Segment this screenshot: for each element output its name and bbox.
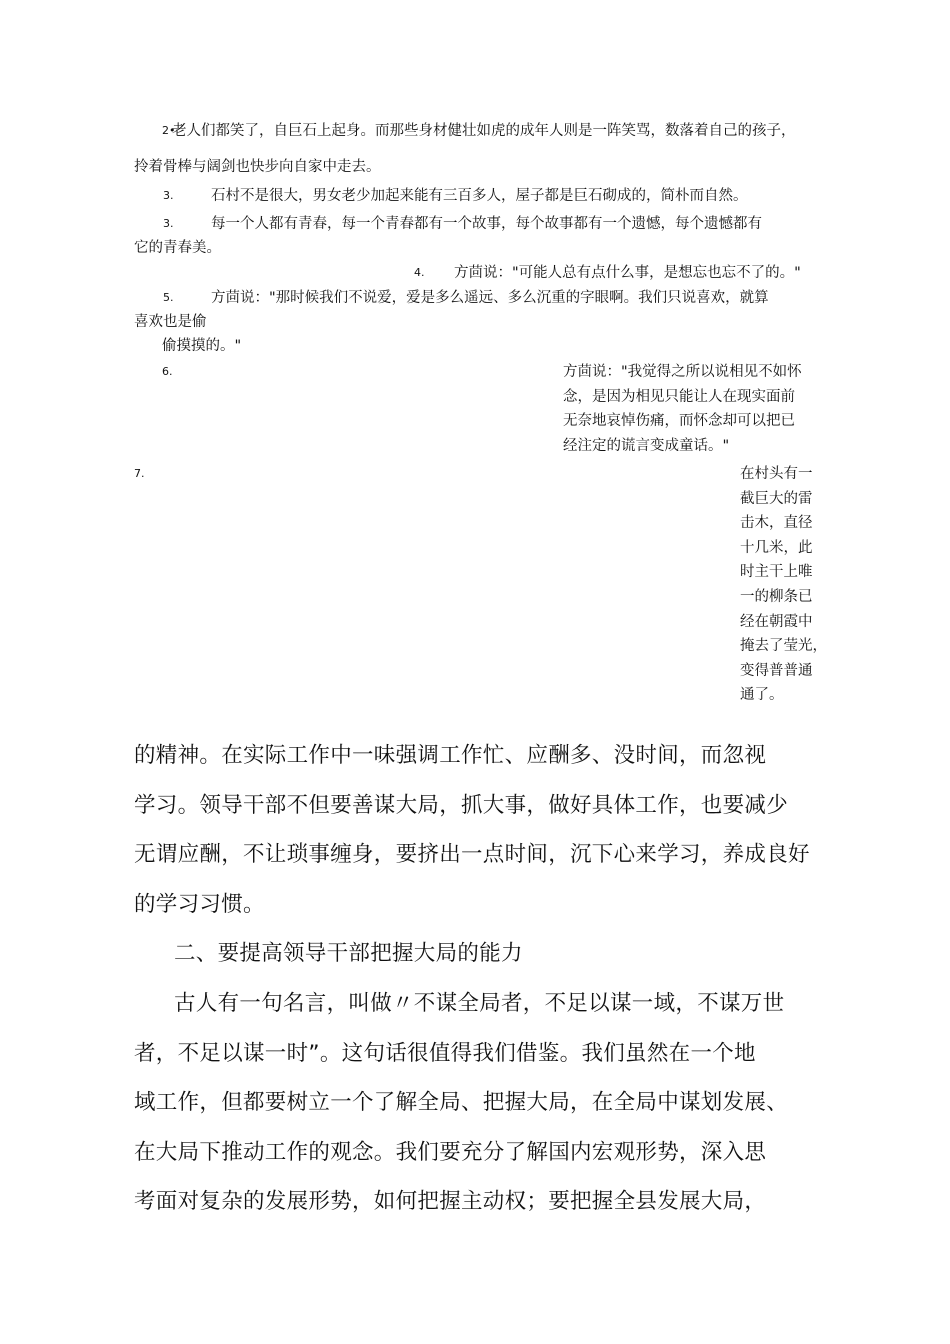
body-line: 者，不足以谋一时”。这句话很值得我们借鉴。我们虽然在一个地 <box>134 1041 756 1066</box>
item-text: 方茴说："那时候我们不说爱，爱是多么遥远、多么沉重的字眼啊。我们只说喜欢，就算 <box>211 290 769 306</box>
item-text: 一的柳条已 <box>740 588 813 605</box>
item-number: 6. <box>162 365 173 378</box>
item-text: 十几米，此 <box>740 539 813 556</box>
item-text: 变得普普通 <box>740 662 813 679</box>
item-text: 掩去了莹光， <box>740 638 827 655</box>
item-text: 方茴说："我觉得之所以说相见不如怀 <box>563 364 802 380</box>
body-line: 的精神。在实际工作中一味强调工作忙、应酬多、没时间，而忽视 <box>134 743 767 768</box>
body-line: 无谓应酬，不让琐事缠身，要挤出一点时间，沉下心来学习，养成良好 <box>134 842 810 867</box>
section-heading: 二、要提高领导干部把握大局的能力 <box>174 941 523 966</box>
item-number: 4. <box>414 266 425 279</box>
item-number: 3. <box>163 217 174 230</box>
item-text: 它的青春美。 <box>134 240 221 256</box>
body-line: 古人有一句名言，叫做〃不谋全局者，不足以谋一域，不谋万世 <box>174 991 785 1016</box>
item-text-column <box>740 462 827 708</box>
body-line: 学习。领导干部不但要善谋大局，抓大事，做好具体工作，也要减少 <box>134 793 789 818</box>
item-text: 每一个人都有青春，每一个青春都有一个故事，每个故事都有一个遗憾，每个遗憾都有 <box>211 216 762 232</box>
item-text: 在村头有一 <box>740 466 813 482</box>
body-line: 考面对复杂的发展形势，如何把握主动权；要把握全县发展大局， <box>134 1189 767 1214</box>
body-line: 的学习习惯。 <box>134 892 265 917</box>
item-number: 7. <box>134 467 145 480</box>
item-text: 经在朝霞中 <box>740 613 813 630</box>
item-text: 击木，直径 <box>740 515 813 532</box>
item-text: 通了。 <box>740 687 784 704</box>
item-text: 拎着骨棒与阔剑也快步向自家中走去。 <box>134 159 381 175</box>
item-text: 经注定的谎言变成童话。" <box>563 437 730 454</box>
item-text-column <box>563 360 802 458</box>
item-text: 老人们都笑了，自巨石上起身。而那些身材健壮如虎的成年人则是一阵笑骂，数落着自己的孩子， <box>172 123 796 139</box>
item-text: 偷摸摸的。" <box>162 338 242 354</box>
item-number: 2• <box>162 124 176 137</box>
item-number: 5. <box>163 291 174 304</box>
item-number: 3. <box>163 189 174 202</box>
item-text: 时主干上唯 <box>740 564 813 581</box>
item-text: 喜欢也是偷 <box>134 314 207 330</box>
item-text: 石村不是很大，男女老少加起来能有三百多人，屋子都是巨石砌成的，简朴而自然。 <box>211 188 748 204</box>
item-text: 方茴说："可能人总有点什么事，是想忘也忘不了的。" <box>454 265 801 281</box>
body-line: 在大局下推动工作的观念。我们要充分了解国内宏观形势，深入思 <box>134 1140 767 1165</box>
body-line: 域工作，但都要树立一个了解全局、把握大局，在全局中谋划发展、 <box>134 1090 789 1115</box>
item-text: 念，是因为相见只能让人在现实面前 <box>563 388 795 405</box>
item-text: 无奈地哀悼伤痛，而怀念却可以把已 <box>563 413 795 430</box>
item-text: 截巨大的雷 <box>740 490 813 507</box>
